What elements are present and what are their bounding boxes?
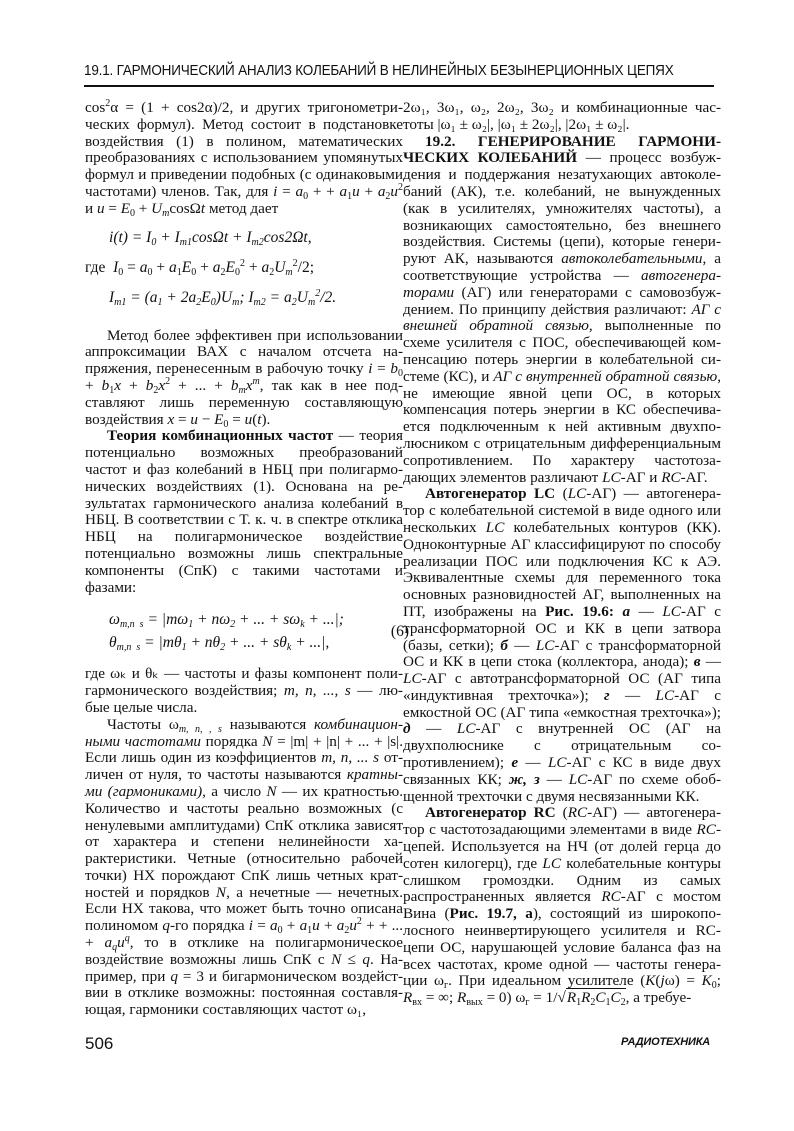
paragraph-frequencies: Частоты $\omega_{m, n, , s}$ называются комбинационными частотами порядка N = |m| + |n| + ... + |s|. Если лишь один из коэффициентов m, n, ... s отличен от нуля, то частоты называются кратными (гармониками), а число N — их кратностью. Количество и частоты реально возможных (с ненулевыми амплитудами) СпК отклика зависят от характера и степени нелинейности характеристики. Четные (относительно рабочей точки) НХ порождают СпК лишь четных кратностей и порядков N, а нечетные — нечетных. Если НХ такова, что может быть точно описана полиномом q-го порядка $i = a_0 + a_1u + a_2u^2$ + + ... + $a_qu^q$, то в отклике на полигармоническое воздействие возможны лишь СпК с N ≤ q. Например, при q = 3 и бигармоническом воздействии в отклике возможны: постоянная составляющая, гармоники составляющих частот ω₁, <box>85 715 404 1019</box>
paragraph-approximation: Метод более эффективен при использовании аппроксимации ВАХ с началом отсчета напряжения, перенесенным в рабочую точку $i = b_0 + b_1x + b_2x^2$ + ... + $b_mx^m$, так как в нее подставляют лишь переменную составляющую воздействия $x = u - E_0 = u(t)$. <box>85 326 403 430</box>
term-lc-generator: Автогенератор LC <box>425 485 556 503</box>
equation-6: $\omega_{m,n s} = |m\omega_1 + n\omega_2$ + ... + $s\omega_k$ + ...|; $\theta_{m,n s} = |m\theta_1 + n\theta_2$ + ... + $s\theta_k$ + ...|, (6) <box>109 611 409 654</box>
paragraph-where: где ωₖ и θₖ — частоты и фазы компонент полигармонического воздействия; m, n, ..., s — любые целые числа. <box>85 665 403 716</box>
running-header: 19.1. ГАРМОНИЧЕСКИЙ АНАЛИЗ КОЛЕБАНИЙ В НЕЛИНЕЙНЫХ БЕЗЫНЕРЦИОННЫХ ЦЕПЯХ <box>84 63 674 79</box>
header-rule <box>84 85 714 87</box>
term-combination-frequencies: Теория комбинационных частот <box>107 427 334 445</box>
paragraph-method: $\cos^2\alpha = (1 + \cos 2\alpha)/2$, и других тригонометрических формул). Метод состоит в подстановке воздействия (1) в полином, математических преобразованиях с использованием упомянутых формул и приведении подобных (с одинаковыми частотами) членов. Так, для $i = a_0$ + + $a_1u + a_2u^2$ и $u = E_0 + U_m\cos\Omega t$ метод дает <box>85 98 403 219</box>
list-item-d: д — LC-АГ с внутренней ОС (АГ на двухполюснике с отрицательным сопротивлением); <box>403 720 722 772</box>
paragraph-rc-generator: Автогенератор RC (RC-АГ) — автогенератор с частотозадающими элементами в виде RC-цепей. Используется на НЧ (от долей герца до сотен килогерц), где LC колебательные контуры слишком громоздки. Одним из самых распространенных является RC-АГ с мостом Вина (Рис. 19.7, а), состоящий из широкополосного неинвертирующего усилителя и RC-цепи ОС, нарушающей условие баланса фаз на всех частотах, кроме одной — частоты генерации $\omega_г$. При идеальном усилителе ($K(j\omega) = K_0$; $R_{вх}$ = ∞; $R_{вых} = 0$) $\omega_г = 1/√R_1R_2C_1C_2$, а требуе- <box>403 804 721 1009</box>
term-rc-generator: Автогенератор RC <box>425 804 556 822</box>
list-item-b: б — LC-АГ с трансформаторной ОС и КК в цепи стока (коллектора, анода); <box>403 636 721 671</box>
section-19-2: 19.2. ГЕНЕРИРОВАНИЕ ГАРМОНИЧЕСКИХ КОЛЕБАНИЙ — процесс возбуждения и поддержания незатухающих автоколебаний (АК), т.е. колебаний, не вынужденных (как в усилителях, умножителях частоты), а возникающих самостоятельно, без внешнего воздействия. Системы (цепи), которые генерируют АК, называются автоколебательными, а соответствующие устройства — автогенераторами (АГ) или генераторами с самовозбуждением. По принципу действия различают: АГ с внешней обратной связью, выполненные по схеме усилителя с ПОС, обеспечивающей компенсацию потерь энергии в колебательной системе (КС), и АГ с внутренней обратной связью, не имеющие явной цепи ОС, в которых компенсация потерь энергии в КС обеспечивается подключенным к ней активным двухполюсником с отрицательным дифференциальным сопротивлением. По характеру частотозадающих элементов различают LC-АГ и RC-АГ. <box>403 132 721 486</box>
formula-i0: где $I_0 = a_0 + a_1E_0 + a_2E_0^2 + a_2U_m^2/2$; <box>85 257 315 278</box>
section-heading: 19.2. ГЕНЕРИРОВАНИЕ ГАРМОНИЧЕСКИХ КОЛЕБАНИЙ <box>403 132 721 167</box>
left-column <box>85 98 409 1019</box>
paragraph-lc-generator: Автогенератор LC (LC-АГ) — автогенератор с колебательной системой в виде одного или нескольких LC колебательных контуров (КК). Одноконтурные АГ классифицируют по способу реализации ПОС или подключения КС к АЭ. Эквивалентные схемы для переменного тока основных разновидностей АГ, выполненных на ПТ, изображены на Рис. 19.6: а — LC-АГ с трансформаторной ОС и КК в цепи затвора (базы, сетки); б — LC-АГ с трансформаторной ОС и КК в цепи стока (коллектора, анода); в — LC-АГ с автотрансформаторной ОС (АГ типа «индуктивная трехточка»); г — LC-АГ с емкостной ОС (АГ типа «емкостная трехточка»); д — LC-АГ с внутренней ОС (АГ на двухполюснике с отрицательным сопротивлением); е — LC-АГ с КС в виде двух связанных КК; ж, з — LC-АГ по схеме обобщенной трехточки с двумя несвязанными КК. <box>403 485 722 805</box>
equation-number: (6) <box>390 623 409 641</box>
list-item-zh-z: ж, з — LC-АГ по схеме обобщенной трехточки с двумя несвязанными КК. <box>403 770 721 805</box>
figure-ref-19-6: Рис. 19.6: <box>545 602 614 620</box>
list-item-e: е — LC-АГ с КС в виде двух связанных КК; <box>403 754 722 788</box>
list-item-v: в — LC-АГ с автотрансформаторной ОС (АГ типа «индуктивная трехточка»); <box>403 653 721 704</box>
paragraph-combination-list: 2ω₁, 3ω₁, ω₂, 2ω₂, 3ω₂ и комбинационные частоты |ω₁ ± ω₂|, |ω₁ ± 2ω₂|, |2ω₁ ± ω₂|. <box>403 99 721 133</box>
list-item-g: г — LC-АГ с емкостной ОС (АГ типа «емкостная трехточка»); <box>403 686 721 721</box>
figure-ref-19-7: Рис. 19.7, а <box>449 905 533 923</box>
formula-im: $I_{m1} = (a_1 + 2a_2E_0)U_m$; $I_{m2} = a_2U_m^2/2$. <box>109 287 337 308</box>
list-item-a: а — LC-АГ с трансформаторной ОС и КК в цепи затвора (базы, сетки); <box>403 602 722 654</box>
journal-name: РАДИОТЕХНИКА <box>621 1036 710 1048</box>
paragraph-combination-theory: Теория комбинационных частот — теория потенциально возможных преобразований частот и фаз колебаний в НБЦ при полигармонических воздействиях (1). Основана на результатах гармонического анализа колебаний в НБЦ. В соответствии с Т. к. ч. в спектре отклика НБЦ на полигармоническое воздействие потенциально возможны лишь спектральные компоненты (СпК) с такими частотами и фазами: <box>85 427 403 596</box>
right-column <box>403 100 721 1007</box>
page-number: 506 <box>85 1034 114 1053</box>
formula-current: $i(t) = I_0 + I_{m1}\cos\Omega t + I_{m2}\cos 2\Omega t$, <box>109 228 312 248</box>
